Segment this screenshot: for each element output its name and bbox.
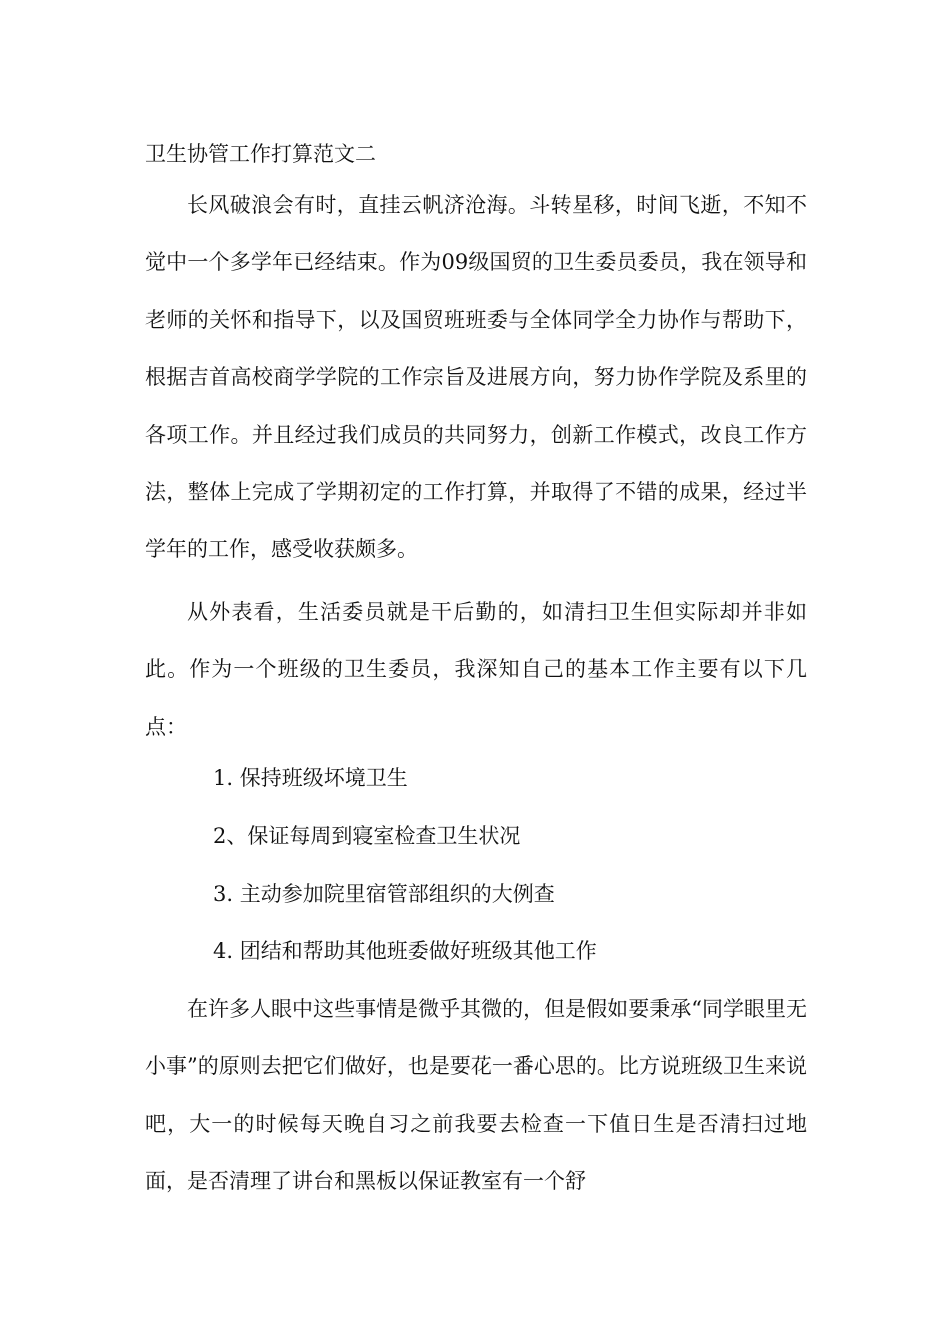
document-title: 卫生协管工作打算范文二 xyxy=(145,142,376,166)
list-item: 1. 保持班级坏境卫生 xyxy=(213,766,408,790)
paragraph-intro: 长风破浪会有时，直挂云帆济沧海。斗转星移，时间飞逝，不知不觉中一个多学年已经结束。作为09级国贸的卫生委员委员，我在领导和老师的关怀和指导下，以及国贸班班委与全体同学全力协作与帮助下，根据吉首高校商学学院的工作宗旨及进展方向，努力协作学院及系里的各项工作。并且经过我们成员的共同努力，创新工作模式，改良工作方法，整体上完成了学期初定的工作打算，并取得了不错的成果，经过半学年的工作，感受收获颇多。 xyxy=(145,193,807,562)
list-item: 4. 团结和帮助其他班委做好班级其他工作 xyxy=(213,939,597,963)
list-item: 2、保证每周到寝室检查卫生状况 xyxy=(213,824,521,848)
list-item: 3. 主动参加院里宿管部组织的大例查 xyxy=(213,882,555,906)
paragraph-details: 在许多人眼中这些事情是微乎其微的，但是假如要秉承“同学眼里无小事”的原则去把它们做好，也是要花一番心思的。比方说班级卫生来说吧，大一的时候每天晚自习之前我要去检查一下值日生是否清扫过地面，是否清理了讲台和黑板以保证教室有一个舒 xyxy=(145,997,807,1194)
paragraph-duties: 从外表看，生活委员就是干后勤的，如清扫卫生但实际却并非如 此。作为一个班级的卫生委员，我深知自己的基本工作主要有以下几 点： xyxy=(145,600,807,739)
